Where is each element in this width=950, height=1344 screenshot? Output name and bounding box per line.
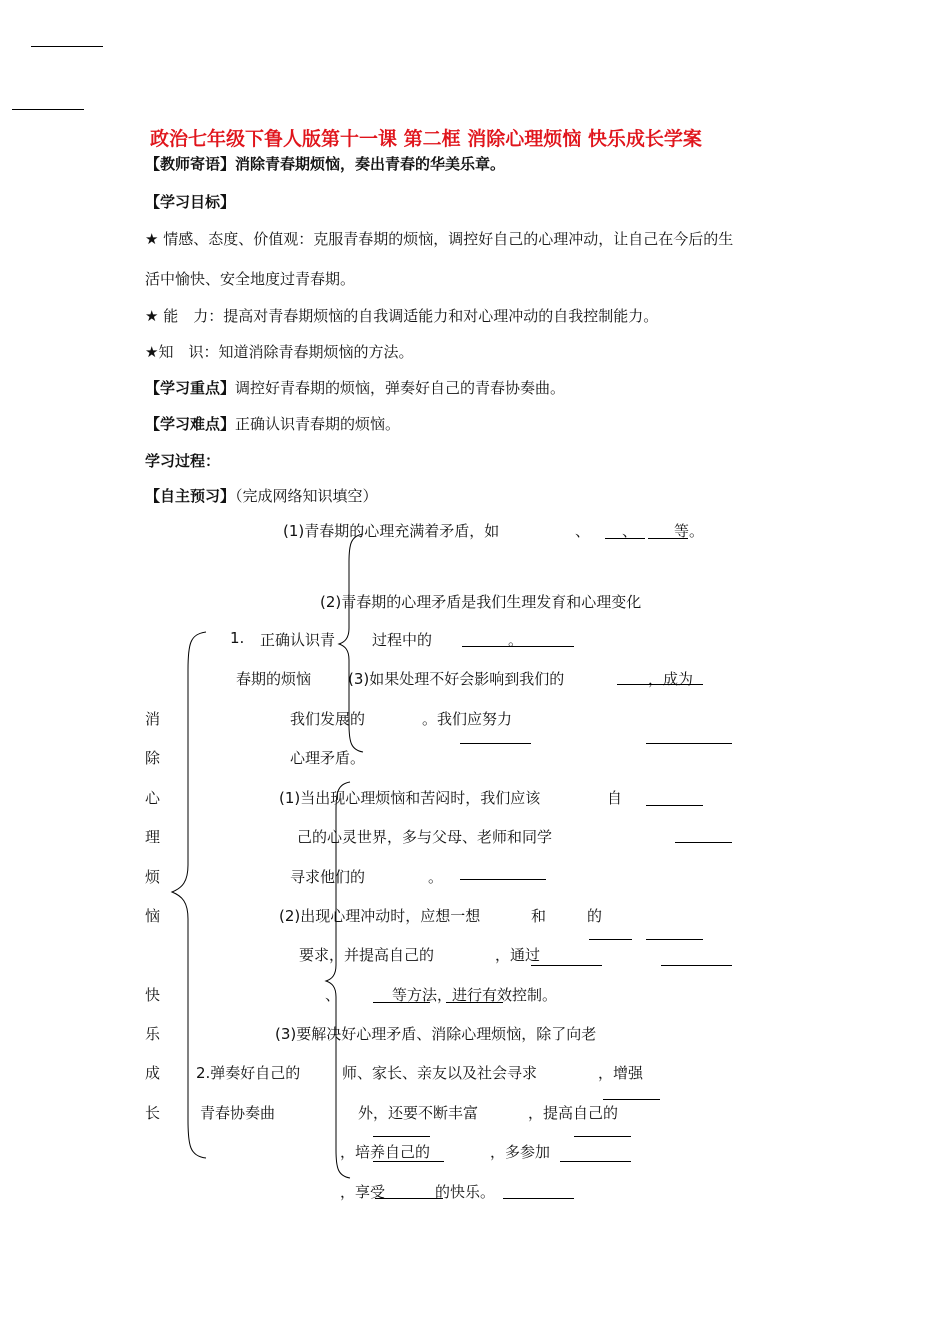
q3-line-4a: ，培养自己的	[340, 1143, 431, 1161]
blank-q3-d	[373, 1161, 444, 1162]
vertical-title-6: 恼	[145, 907, 161, 925]
q1-line-1: (1)当出现心理烦恼和苦闷时，我们应该	[279, 789, 541, 807]
blank-q2-d	[661, 965, 732, 966]
q3-line-1: (3)要解决好心理矛盾、消除心理烦恼，除了向老	[275, 1025, 597, 1043]
goal-item-1-line-1: ★ 情感、态度、价值观：克服青春期的烦恼，调控好自己的心理冲动，让自己在今后的生	[145, 230, 734, 248]
p3-line-2: 我们发展的	[290, 710, 366, 728]
blank-q1-b	[675, 842, 732, 843]
teacher-note-label: 【教师寄语】	[145, 155, 236, 173]
q1-line-3: 寻求他们的	[290, 868, 366, 886]
teacher-note	[145, 153, 505, 174]
vertical-title-4: 理	[145, 828, 161, 846]
blank-q1-a	[646, 805, 703, 806]
q2-line-1: (2)出现心理冲动时，应想一想	[279, 907, 481, 925]
process-heading: 学习过程：	[145, 452, 221, 470]
blank-q3-g	[503, 1198, 574, 1199]
blank-q3-b	[373, 1136, 430, 1137]
blank-q2-a	[589, 939, 632, 940]
q1-line-2: 己的心灵世界，多与父母、老师和同学	[297, 828, 553, 846]
q3-line-4b: ，多参加	[490, 1143, 551, 1161]
vertical-title-3: 心	[145, 789, 161, 807]
goal-item-3: ★知 识：知道消除青春期烦恼的方法。	[145, 343, 414, 361]
vertical-title-7: 快	[145, 986, 161, 1004]
section-1-number: 1.	[230, 629, 245, 647]
q3-line-5a: ，享受	[340, 1183, 386, 1201]
teacher-note-text: 消除青春期烦恼，奏出青春的华美乐章。	[235, 155, 506, 173]
blank-p1-b	[648, 538, 688, 539]
q2-line-2: 要求，并提高自己的	[299, 946, 435, 964]
key-point	[145, 377, 565, 398]
blank-q3-e	[560, 1161, 631, 1162]
vertical-title-5: 烦	[145, 868, 161, 886]
difficulty	[145, 413, 400, 434]
vertical-title-10: 长	[145, 1104, 161, 1122]
blank-p1-a	[605, 538, 645, 539]
blank-q2-f	[446, 1002, 503, 1003]
blank-p3-c	[646, 743, 732, 744]
p2-line-2: 过程中的	[372, 631, 433, 649]
key-point-label: 【学习重点】	[145, 379, 236, 397]
vertical-title-8: 乐	[145, 1025, 161, 1043]
p1-line-1: (1)青春期的心理充满着矛盾，如	[283, 522, 500, 540]
q2-and: 和	[531, 907, 547, 925]
blank-q3-f	[375, 1198, 443, 1199]
blank-q2-e	[373, 1002, 430, 1003]
q3-line-3b: ，提高自己的	[528, 1104, 619, 1122]
q3-line-2b: ，增强	[598, 1064, 644, 1082]
p1-sep-2: 、	[622, 522, 638, 540]
p3-line-2b: 。我们应努力	[422, 710, 513, 728]
difficulty-text: 正确认识青春期的烦恼。	[235, 415, 401, 433]
q2-line-3b: 等方法，进行有效控制。	[392, 986, 558, 1004]
section-2-title-line-1: 2.弹奏好自己的	[196, 1064, 301, 1082]
q3-line-5b: 的快乐。	[435, 1183, 496, 1201]
section-2-title-line-2: 青春协奏曲	[200, 1104, 276, 1122]
vertical-title-2: 除	[145, 749, 161, 767]
blank-q3-a	[603, 1099, 660, 1100]
q2-line-2b: ，通过	[495, 946, 541, 964]
goal-item-2: ★ 能 力：提高对青春期烦恼的自我调适能力和对心理冲动的自我控制能力。	[145, 307, 659, 325]
p3-line-1b: ，成为	[648, 670, 694, 688]
blank-q3-c	[574, 1136, 631, 1137]
header-rule-1	[31, 46, 103, 47]
blank-p2	[462, 646, 574, 647]
blank-q2-b	[646, 939, 703, 940]
p3-line-3: 心理矛盾。	[290, 749, 366, 767]
blank-p3-b	[460, 743, 531, 744]
vertical-title-1: 消	[145, 710, 161, 728]
header-rule-2	[12, 109, 84, 110]
goal-item-1-line-2: 活中愉快、安全地度过青春期。	[145, 270, 356, 288]
p1-end: 等。	[674, 522, 705, 540]
vertical-title-9: 成	[145, 1064, 161, 1082]
section-1-title-line-2: 春期的烦恼	[236, 670, 312, 688]
q3-line-3: 外，还要不断丰富	[358, 1104, 479, 1122]
q2-of: 的	[587, 907, 603, 925]
q2-line-3a: 、	[325, 986, 341, 1004]
p2-end: 。	[508, 631, 524, 649]
section-1-title-line-1: 正确认识青	[260, 631, 336, 649]
q3-line-2: 师、家长、亲友以及社会寻求	[342, 1064, 538, 1082]
p1-sep-1: 、	[575, 522, 591, 540]
blank-q1-c	[460, 879, 546, 880]
q1-line-3b: 。	[428, 868, 444, 886]
p2-line-1: (2)青春期的心理矛盾是我们生理发育和心理变化	[320, 593, 642, 611]
preview-text: （完成网络知识填空）	[235, 487, 378, 505]
difficulty-label: 【学习难点】	[145, 415, 236, 433]
q1-line-1b: 自	[607, 789, 623, 807]
page-title: 政治七年级下鲁人版第十一课 第二框 消除心理烦恼 快乐成长学案	[150, 128, 702, 150]
blank-q2-c	[531, 965, 602, 966]
blank-p3-a	[617, 684, 703, 685]
preview-label: 【自主预习】	[145, 487, 236, 505]
p3-line-1: (3)如果处理不好会影响到我们的	[348, 670, 565, 688]
key-point-text: 调控好青春期的烦恼，弹奏好自己的青春协奏曲。	[235, 379, 566, 397]
preview	[145, 485, 378, 506]
goals-heading: 【学习目标】	[145, 193, 236, 211]
